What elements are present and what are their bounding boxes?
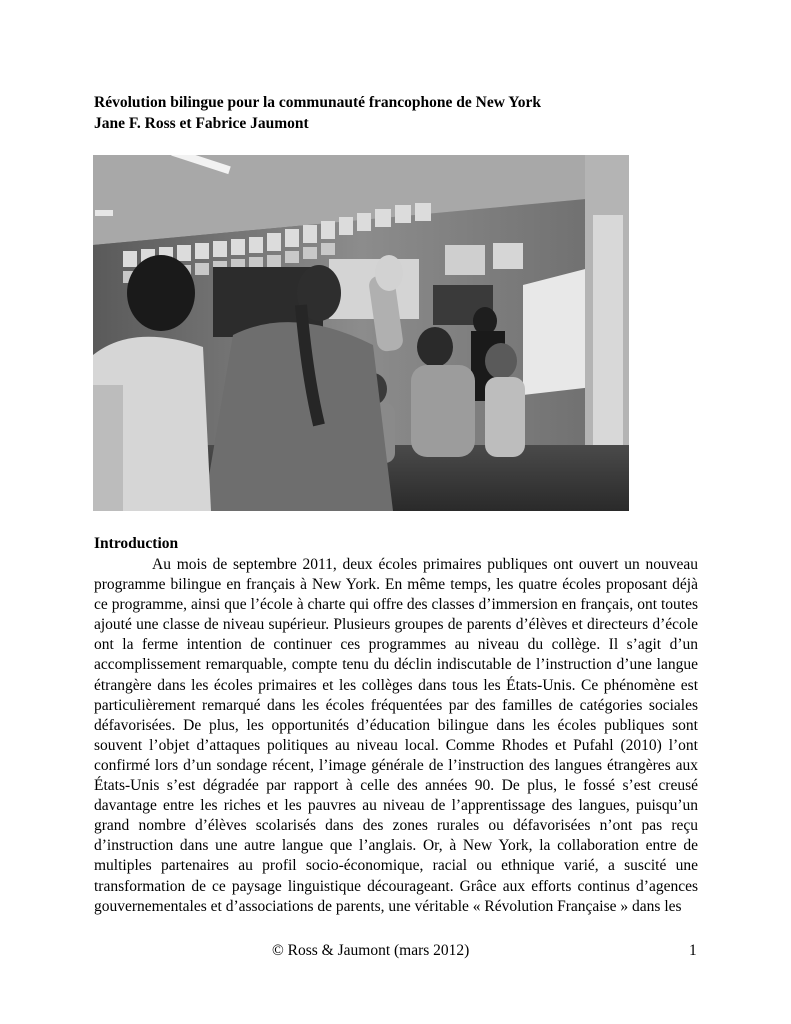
page-number: 1 xyxy=(689,942,697,959)
document-authors: Jane F. Ross et Fabrice Jaumont xyxy=(94,115,309,132)
body-paragraph: Au mois de septembre 2011, deux écoles primaires publiques ont ouvert un nouveau programme bilingue en français à New York. En même temps, les quatre écoles proposant déjà ce programme, ainsi que l’école à charte qui offre des classes d’immersion en français, ont toutes ajouté une classe de niveau supérieur. Plusieurs groupes de parents d’élèves et directeurs d’école ont la ferme intention de continuer ces programmes au niveau du collège. Il s’agit d’un accomplissement remarquable, compte tenu du déclin indiscutable de l’instruction d’une langue étrangère dans les écoles primaires et les collèges dans tous les États-Unis. Ce phénomène est particulièrement remarqué dans les écoles fréquentées par des familles de catégories sociales défavorisées. De plus, les opportunités d’éducation bilingue dans les écoles publiques sont souvent l’objet d’attaques politiques au niveau local. Comme Rhodes et Pufahl (2010) l’ont confirmé lors d’un sondage récent, l’image générale de l’instruction des langues étrangères aux États-Unis s’est dégradée par rapport à celle des années 90. De plus, le fossé s’est creusé davantage entre les riches et les pauvres au niveau de l’apprentissage des langues, puisqu’un grand nombre d’élèves scolarisés dans des zones rurales ou défavorisées n’ont pas reçu d’instruction dans une autre langue que l’anglais. Or, à New York, la collaboration entre de multiples partenaires au profil socio-économique, racial ou ethnique varié, a suscité une transformation de ce paysage linguistique décourageant. Grâce aux efforts continus d’agences gouvernementales et d’associations de parents, une véritable « Révolution Française » dans les xyxy=(94,556,698,915)
section-heading: Introduction xyxy=(94,535,179,552)
footer-copyright: © Ross & Jaumont (mars 2012) xyxy=(272,942,470,959)
classroom-photo xyxy=(93,155,629,511)
title-block xyxy=(94,92,541,134)
document-title: Révolution bilingue pour la communauté francophone de New York xyxy=(94,94,541,111)
page-footer xyxy=(0,940,791,962)
